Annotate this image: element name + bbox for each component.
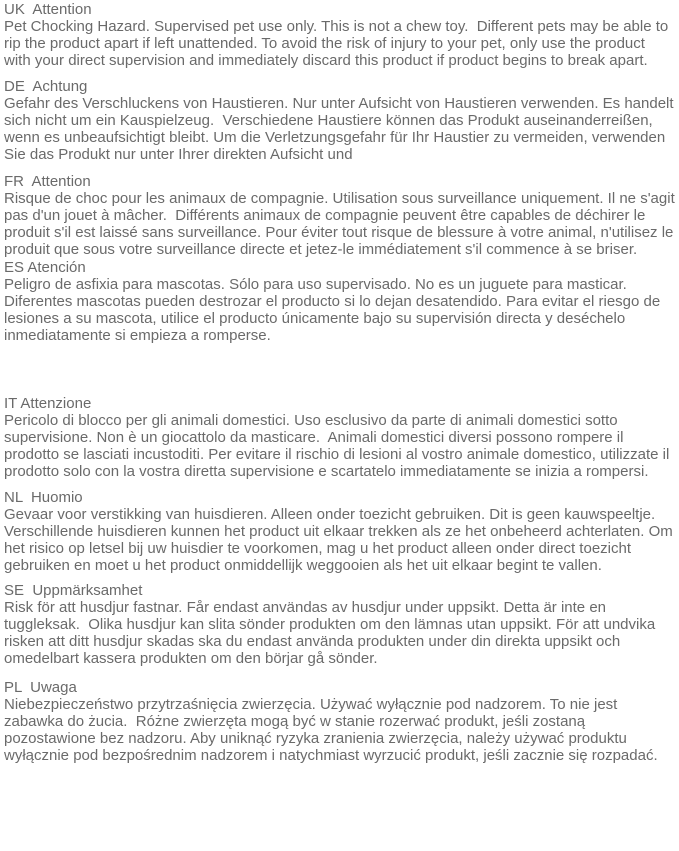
section-heading-it: IT Attenzione (4, 395, 92, 412)
section-body-de: Gefahr des Verschluckens von Haustieren. Nur unter Aufsicht von Haustieren verwenden. Es handelt sich nicht um ein Kauspielzeug. Verschiedene Haustiere können das Produkt auseinanderreißen, wenn es unbeaufsichtigt bleibt. Um die Verletzungsgefahr für Ihr Haustier zu vermeiden, verwenden Sie das Produkt nur unter Ihrer direkten Aufsicht und (4, 95, 678, 163)
section-body-uk: Pet Chocking Hazard. Supervised pet use only. This is not a chew toy. Different pets may be able to rip the product apart if left unattended. To avoid the risk of injury to your pet, only use the product with your direct supervision and immediately discard this product if product begins to break apart. (4, 18, 673, 69)
warning-section-de (4, 78, 678, 163)
section-body-it: Pericolo di blocco per gli animali domestici. Uso esclusivo da parte di animali domestici sotto supervisione. Non è un giocattolo da masticare. Animali domestici diversi possono rompere il prodotto se lasciati incustoditi. Per evitare il rischio di lesioni al vostro animale domestico, utilizzate il prodotto solo con la vostra diretta supervisione e scartatelo immediatamente se inizia a rompersi. (4, 412, 674, 480)
warning-section-fr (4, 173, 679, 258)
section-body-se: Risk för att husdjur fastnar. Får endast användas av husdjur under uppsikt. Detta är inte en tuggleksak. Olika husdjur kan slita sönder produkten om den lämnas utan uppsikt. För att undvika risken att ditt husdjur skadas ska du endast använda produkten under din direkta uppsikt och omedelbart kassera produkten om den börjar gå sönder. (4, 599, 660, 667)
section-heading-nl: NL Huomio (4, 489, 83, 506)
section-body-nl: Gevaar voor verstikking van huisdieren. Alleen onder toezicht gebruiken. Dit is geen kauwspeeltje. Verschillende huisdieren kunnen het product uit elkaar trekken als ze het onbeheerd achterlaten. Om het risico op letsel bij uw huisdier te voorkomen, mag u het product alleen onder direct toezicht gebruiken en moet u het product onmiddellijk weggooien als het uit elkaar begint te vallen. (4, 506, 677, 574)
warning-section-nl (4, 489, 675, 574)
section-heading-de: DE Achtung (4, 78, 88, 95)
warning-section-se (4, 582, 675, 667)
section-heading-pl: PL Uwaga (4, 679, 77, 696)
warning-section-pl (4, 679, 675, 764)
section-body-fr: Risque de choc pour les animaux de compagnie. Utilisation sous surveillance uniquement. Il ne s'agit pas d'un jouet à mâcher. Différents animaux de compagnie peuvent être capables de déchirer le produit s'il est laissé sans surveillance. Pour éviter tout risque de blessure à votre animal, n'utilisez le produit que sous votre surveillance directe et jetez-le immédiatement s'il commence à se briser. (4, 190, 679, 258)
section-heading-es: ES Atención (4, 259, 86, 276)
warning-section-it (4, 395, 675, 480)
section-heading-fr: FR Attention (4, 173, 91, 190)
section-heading-uk: UK Attention (4, 1, 92, 18)
section-body-pl: Niebezpieczeństwo przytrzaśnięcia zwierzęcia. Używać wyłącznie pod nadzorem. To nie jest zabawka do żucia. Różne zwierzęta mogą być w stanie rozerwać produkt, jeśli zostaną pozostawione bez nadzoru. Aby uniknąć ryzyka zranienia zwierzęcia, należy używać produktu wyłącznie pod bezpośrednim nadzorem i natychmiast wyrzucić produkt, jeśli zacznie się rozpadać. (4, 696, 658, 764)
warning-section-es (4, 259, 675, 344)
section-heading-se: SE Uppmärksamhet (4, 582, 143, 599)
section-body-es: Peligro de asfixia para mascotas. Sólo para uso supervisado. No es un juguete para masticar. Diferentes mascotas pueden destrozar el producto si lo dejan desatendido. Para evitar el riesgo de lesiones a su mascota, utilice el producto únicamente bajo su supervisión directa y deséchelo inmediatamente si empieza a romperse. (4, 276, 665, 344)
warning-section-uk (4, 1, 675, 69)
